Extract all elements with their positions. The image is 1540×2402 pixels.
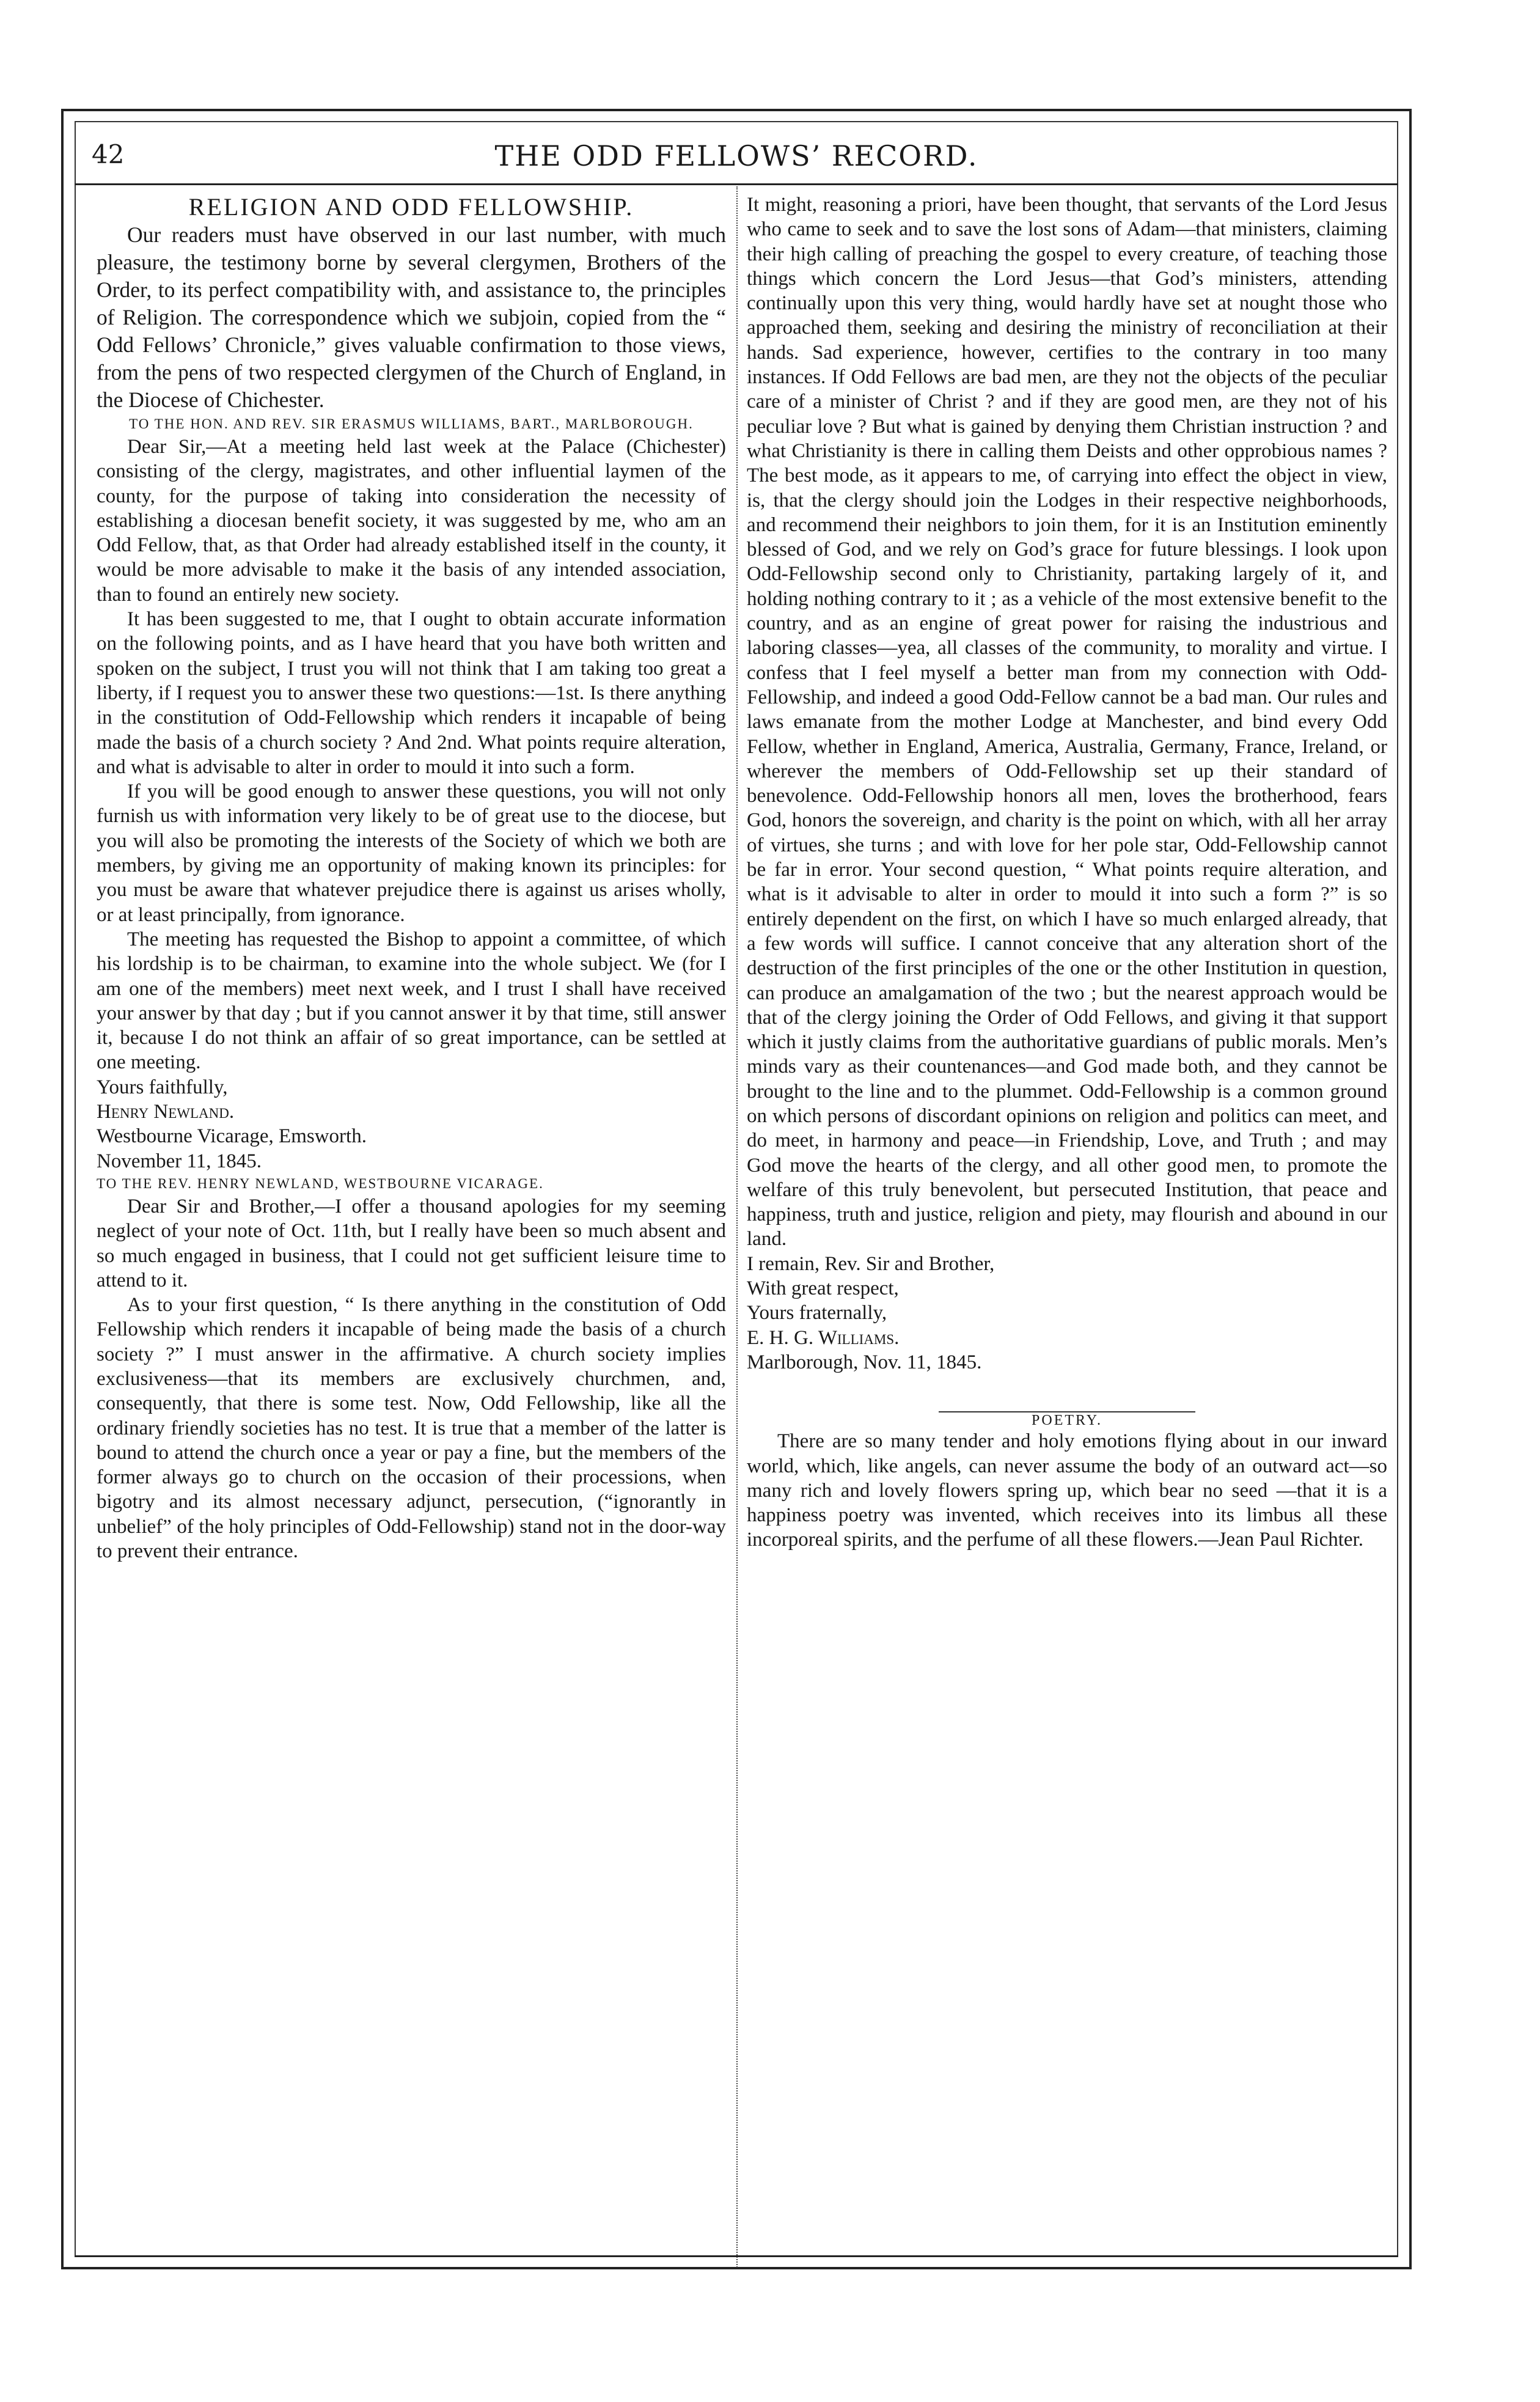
letter2-closing-1: I remain, Rev. Sir and Brother, bbox=[747, 1252, 995, 1275]
letter2-paragraph-2: As to your first question, “ Is there anything in the constitution of Odd Fellowship which renders it incapable of being made the basis of a church society ?” I must answer in the affirmative. A church society implies exclusiveness—that its members are exclusively churchmen, and, consequently, that there is some test. Now, Odd Fellowship, like all the ordinary friendly societies has no test. It is true that a member of the latter is bound to attend the church once a year or pay a fine, but the members of the former always go to church on the occasion of their processions, when bigotry and its almost necessary adjunct, persecution, (“ignorantly in unbelief” of the holy principles of Odd-Fellowship) stand not in the door-way to prevent their entrance. bbox=[97, 1294, 726, 1563]
article-heading: RELIGION AND ODD FELLOWSHIP. bbox=[188, 193, 634, 221]
letter2-signature: E. H. G. Williams. bbox=[747, 1326, 900, 1349]
letter2-closing-3: Yours fraternally, bbox=[747, 1302, 887, 1324]
column-divider bbox=[736, 186, 738, 2268]
letter1-place: Westbourne Vicarage, Emsworth. bbox=[97, 1125, 367, 1148]
article-intro: Our readers must have observed in our last number, with much pleasure, the testimony borne by several clergymen, Brothers of the Order, to its perfect compatibility with, and assistance to, the principles of Religion. The correspondence which we subjoin, copied from the “ Odd Fellows’ Chronicle,” gives valuable confirmation to those views, from the pens of two respected clergymen of the Church of England, in the Diocese of Chichester. bbox=[97, 222, 726, 412]
letter1-date: November 11, 1845. bbox=[97, 1150, 262, 1172]
poetry-heading: POETRY. bbox=[1032, 1412, 1102, 1429]
letter1-paragraph-4: The meeting has requested the Bishop to appoint a committee, of which his lordship is to be chairman, to examine into the whole subject. We (for I am one of the members) meet next week, and I trust I shall have received your answer by that day ; but if you cannot answer it by that time, still answer it, because I do not think an affair of so great importance, can be settled at one meeting. bbox=[97, 928, 726, 1074]
letter1-paragraph-1: Dear Sir,—At a meeting held last week at the Palace (Chichester) consisting of the clergy, magistrates, and other influential laymen of the county, for the purpose of taking into consideration the necessity of establishing a diocesan benefit society, it was suggested by me, who am an Odd Fellow, that, as that Order had already established itself in the county, it would be more advisable to make it the basis of any intended association, than to found an entirely new society. bbox=[97, 436, 726, 606]
header-rule bbox=[75, 183, 1398, 185]
letter1-closing: Yours faithfully, bbox=[97, 1076, 228, 1098]
right-column bbox=[747, 193, 1387, 1552]
page-header bbox=[92, 134, 1381, 183]
left-column bbox=[97, 193, 726, 1563]
letter1-paragraph-2: It has been suggested to me, that I ought to obtain accurate information on the following points, and as I have heard that you have both written and spoken on the subject, I trust you will not think that I am taking too great a liberty, if I request you to answer these two questions:—1st. Is there anything in the constitution of Odd-Fellowship which renders it incapable of being made the basis of a church society ? And 2nd. What points require alteration, and what is advisable to alter in order to mould it into such a form. bbox=[97, 608, 726, 778]
letter1-signature: Henry Newland. bbox=[97, 1101, 235, 1123]
letter1-paragraph-3: If you will be good enough to answer these questions, you will not only furnish us with information very likely to be of great use to the diocese, but you will also be promoting the interests of the Society of which we both are members, by giving me an opportunity of making known its principles: for you must be aware that whatever prejudice there is against us arises wholly, or at least principally, from ignorance. bbox=[97, 780, 726, 926]
bottom-rule bbox=[75, 2255, 1398, 2257]
letter1-heading: TO THE HON. AND REV. SIR ERASMUS WILLIAMS, BART., MARLBOROUGH. bbox=[129, 416, 694, 432]
letter2-place-date: Marlborough, Nov. 11, 1845. bbox=[747, 1351, 982, 1373]
running-title: THE ODD FELLOWS’ RECORD. bbox=[494, 139, 978, 172]
page-number: 42 bbox=[92, 139, 125, 169]
poetry-text: There are so many tender and holy emotions flying about in our inward world, which, like angels, can never assume the body of an outward act—so many rich and lovely flowers spring up, which bear no seed —that it is a happiness poetry was invented, which receives into its limbus all these incorporeal spirits, and the perfume of all these flowers.—Jean Paul Richter. bbox=[747, 1430, 1387, 1551]
letter2-paragraph-3: It might, reasoning a priori, have been thought, that servants of the Lord Jesus who came to seek and to save the lost sons of Adam—that ministers, claiming their high calling of preaching the gospel to every creature, of teaching those things which concern the Lord Jesus—that God’s ministers, attending continually upon this very thing, would hardly have set at nought those who approached them, seeking and desiring the ministry of reconciliation at their hands. Sad experience, however, certifies to the contrary in too many instances. If Odd Fellows are bad men, are they not the objects of the peculiar care of a minister of Christ ? and if they are good men, are they not of his peculiar love ? But what is gained by denying them Christian instruction ? and what Christianity is there in calling them Deists and other opprobious names ? The best mode, as it appears to me, of carrying into effect the object in view, is, that the clergy should join the Lodges in their respective neighborhoods, and recommend their neighbors to join them, for it is an Institution eminently blessed of God, and we rely on God’s grace for future blessings. I look upon Odd-Fellowship second only to Christianity, partaking largely of it, and holding nothing contrary to it ; as a vehicle of the most extensive benefit to the country, and as an engine of great power for raising the industrious and laboring classes—yea, all classes of the community, to morality and virtue. I confess that I feel myself a better man from my connection with Odd-Fellowship, and indeed a good Odd-Fellow cannot be a bad man. Our rules and laws emanate from the mother Lodge at Manchester, and bind every Odd Fellow, whether in England, America, Australia, Germany, France, Ireland, or wherever the members of Odd-Fellowship set up their standard of benevolence. Odd-Fellowship honors all men, loves the brotherhood, fears God, honors the sovereign, and charity is the point on which, with all her array of virtues, she turns ; and with love for her pole star, Odd-Fellowship cannot be far in error. Your second question, “ What points require alteration, and what is it advisable to alter in order to mould it into such a form ?” is so entirely dependent on the first, on which I have so much enlarged already, that a few words will suffice. I cannot conceive that any alteration short of the destruction of the first principles of the one or the other Institution in question, can produce an amalgamation of the two ; but the nearest approach would be that of the clergy joining the Order of Odd Fellows, and giving it that support which it justly claims from the authoritative guardians of public morals. Men’s minds vary as their countenances—and God made both, and they cannot be brought to the line and to the plummet. Odd-Fellowship is a common ground on which persons of discordant opinions on religion and politics can meet, and do meet, in harmony and peace—in Friendship, Love, and Truth ; and may God move the hearts of the clergy, and all other good men, to promote the welfare of this truly benevolent, but persecuted Institution, that peace and happiness, truth and justice, religion and piety, may flourish and abound in our land. bbox=[747, 194, 1387, 1251]
letter2-paragraph-1: Dear Sir and Brother,—I offer a thousand apologies for my seeming neglect of your note of Oct. 11th, but I really have been so much absent and so much engaged in business, that I could not get sufficient leisure time to attend to it. bbox=[97, 1195, 726, 1291]
letter2-heading: TO THE REV. HENRY NEWLAND, WESTBOURNE VICARAGE. bbox=[97, 1175, 544, 1191]
letter2-closing-2: With great respect, bbox=[747, 1277, 899, 1300]
